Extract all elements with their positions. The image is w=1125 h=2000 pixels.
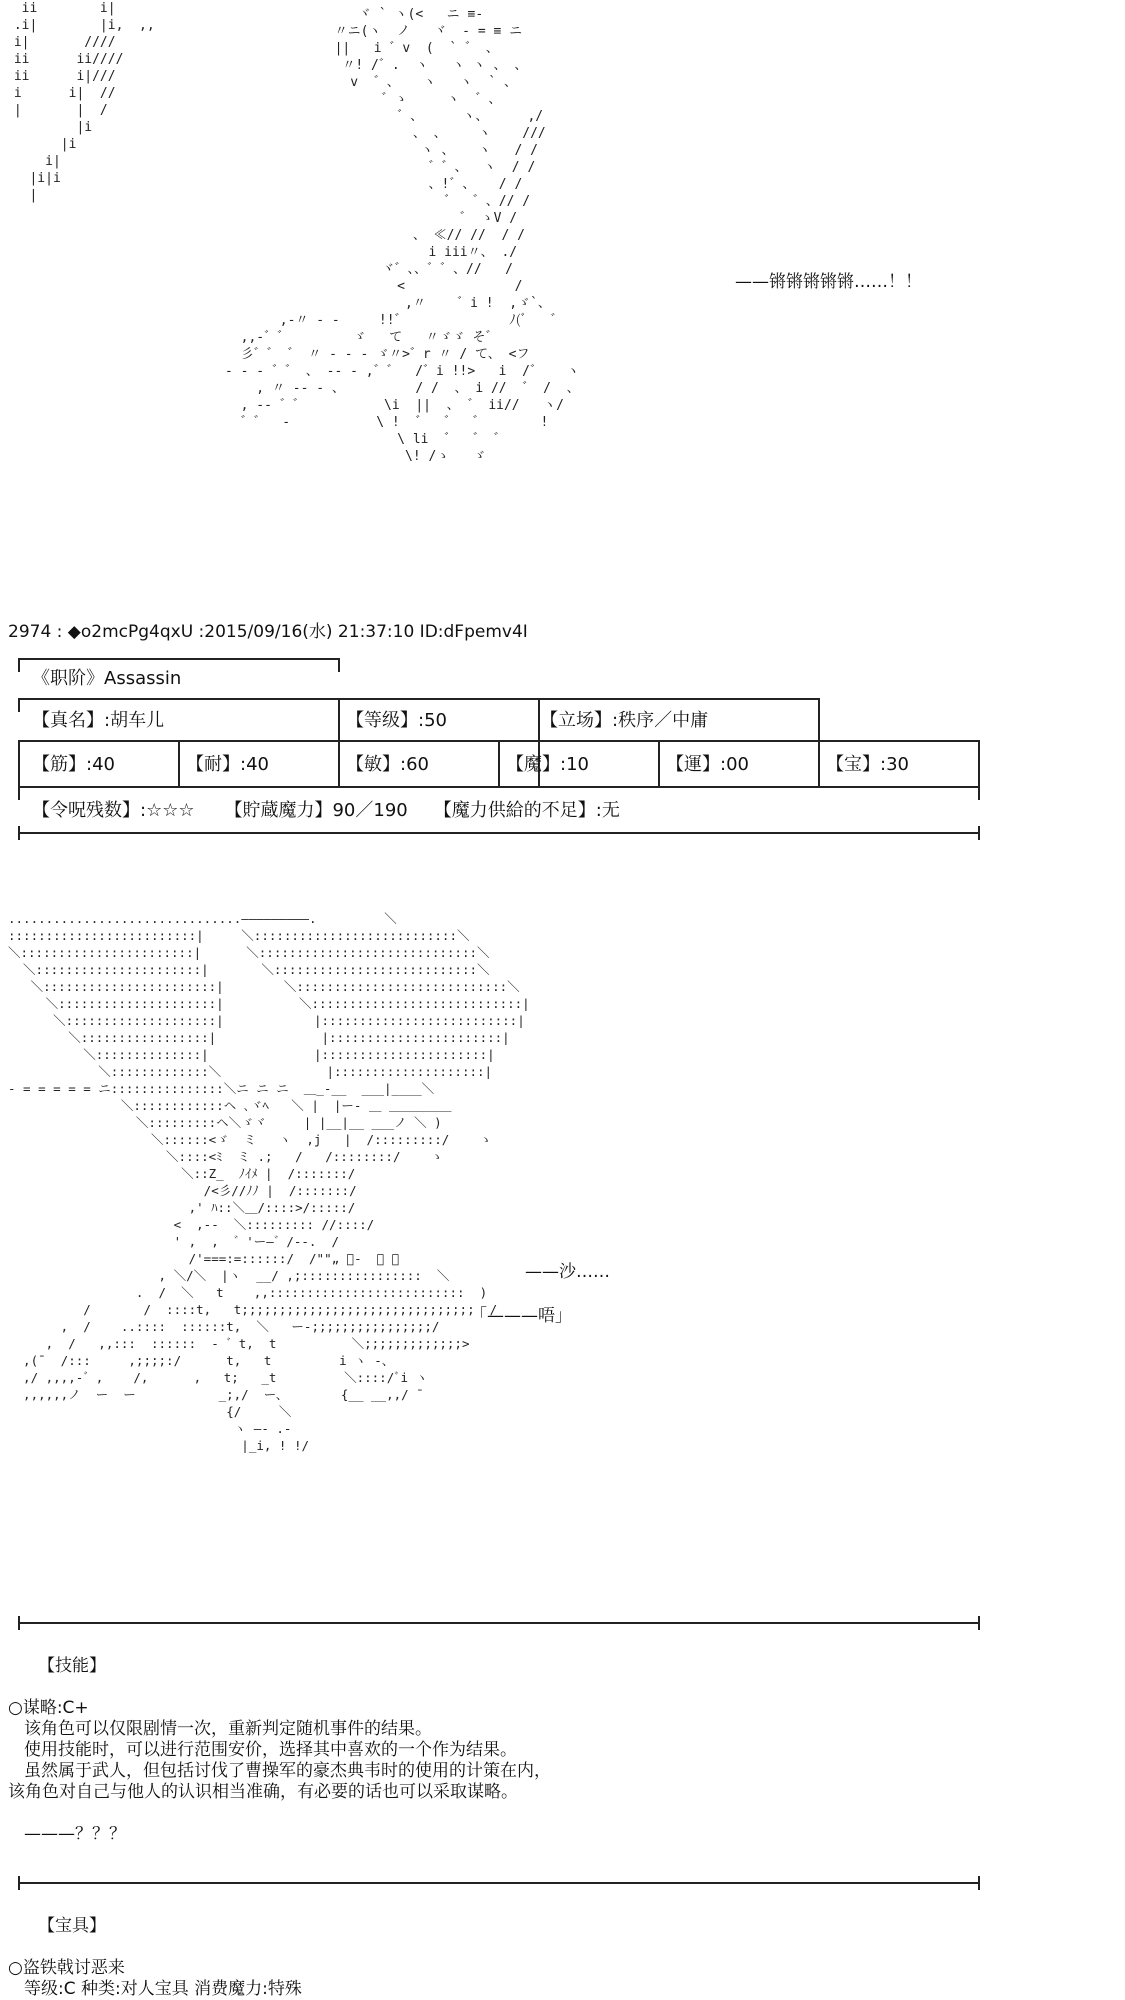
mana-shortage-label: 【魔力供給的不足】 xyxy=(433,800,596,821)
stat-mana-label: 【魔】 xyxy=(506,754,560,775)
ascii-art-middle: ...............................―――――――――. ＼ :::::::::::::::::::::::::| ＼:::::::::::::::::::::::::::＼ ＼:::::::::::::::::::::::| ＼:::::::::::::::::::::::::::::＼ ＼::::::::::::::::::::::| ＼:::::::::::::::::::::::::::＼ ＼:::::::::::::::::::::::| ＼::::::::::::::::::::::::::::＼ ＼:::::::::::::::::::::| ＼::::::::::::::::::::::::::::| ＼::::::::::::::::::::| |::::::::::::::::::::::::::| ＼:::::::::::::::::| |:::::::::::::::::::::::| ＼::::::::::::::| |::::::::::::::::::::::| ＼:::::::::::::＼ |::::::::::::::::::::| - = = = = = ニ:::::::::::::::＼ニ ニ ニ ＿_-__ ___|____＼ ＼::::::::::::ヘ ､ヾﾍ ＼ | |ー- ＿ ＿＿＿＿＿ ＼:::::::::ヘ＼ゞヾ | |__|__ ___ノ ＼ ) ＼::::::<ゞ ミ ヽ ,j | /:::::::::/ ゝ ＼::::<ﾐ ミ .; / /::::::::/ ゝ ＼::Z_ ﾉｲﾒ | /:::::::/ /<彡//ﾉﾉ | /:::::::/ ,' ﾊ::＼＿/::::>/:::::/ < ,-- ＼::::::::: //::::/ ' , , ゛'ー―゛/--. / /'===:=::::::/ /""„ ﾞ- ー ー , ＼/＼ |ヽ __/ ,;:::::::::::::::: ＼ . / ＼ t ,,:::::::::::::::::::::::::: ) / / ::::t, t;;;;;;;;;;;;;;;;;;;;;;;;;;;;;;; / , / ..:::: ::::::t, ＼ ー-;;;;;;;;;;;;;;;;/ , / ,,::: :::::: - ゛t, t ＼;;;;;;;;;;;;;> ,(¯ /::: ,;;;;:/ t, t i ヽ -、 ,/ ,,,,-゛, /, , t; _t ＼::::/ﾞi ヽ ,,,,,,ノ ー ー _;,/ ー、 {__ __,,/ ̄ {/ ＼ ヽ ―- .- |_i, ! !/ xyxy=(8,911,530,1453)
true-name-value: :胡车儿 xyxy=(104,710,165,731)
noble-phantasm-detail: 等级:C 种类:对人宝具 消费魔力:特殊 xyxy=(24,1979,302,1999)
alignment-cell xyxy=(540,710,708,732)
divider-skills xyxy=(18,1622,980,1624)
stat-strength xyxy=(32,754,115,776)
skill-line-3: 虽然属于武人，但包括讨伐了曹操军的豪杰典韦时的使用的计策在内， xyxy=(24,1761,551,1781)
level-cell xyxy=(346,710,447,732)
true-name-cell xyxy=(32,710,164,732)
stored-mana-value: 90／190 xyxy=(332,800,408,821)
mana-shortage-value: :无 xyxy=(595,800,620,821)
stat-luck-label: 【運】 xyxy=(666,754,720,775)
ascii-art-top-left: ii i| .i| |i, ,, i| //// ii ii//// ii i|/// i i| // | | / |i |i i| |i|i | xyxy=(13,1,155,203)
stored-mana-label: 【貯蔵魔力】 xyxy=(224,800,333,821)
alignment-label: 【立场】 xyxy=(540,710,612,731)
post-header: 2974 : ◆o2mcPg4qxU :2015/09/16(水) 21:37:10 ID:dFpemv4I xyxy=(8,622,528,642)
dialogue-grunt: 「———唔」 xyxy=(470,1306,572,1326)
stat-endurance xyxy=(186,754,269,776)
skill-line-1: 该角色可以仅限剧情一次，重新判定随机事件的结果。 xyxy=(24,1719,432,1739)
stat-agility-label: 【敏】 xyxy=(346,754,400,775)
skills-heading: 【技能】 xyxy=(38,1656,106,1676)
skill-mystery: ———？？？ xyxy=(24,1824,126,1844)
sound-effect-top: ——锵锵锵锵锵……！！ xyxy=(735,272,922,292)
skill-line-2: 使用技能时，可以进行范围安价，选择其中喜欢的一个作为结果。 xyxy=(24,1740,517,1760)
divider-noble-phantasm xyxy=(18,1882,980,1884)
class-label: 《职阶》 xyxy=(32,668,104,689)
alignment-value: :秩序／中庸 xyxy=(612,710,709,731)
stat-luck xyxy=(666,754,749,776)
skill-line-4: 该角色对自己与他人的认识相当准确，有必要的话也可以采取谋略。 xyxy=(8,1782,518,1802)
stat-agility xyxy=(346,754,429,776)
stat-noble-phantasm-label: 【宝】 xyxy=(826,754,880,775)
stat-noble-phantasm-value: :30 xyxy=(880,754,909,775)
skill-name: ○谋略:C+ xyxy=(8,1698,89,1718)
ascii-art-top-bird: ヾ ` ヽ(< ニ ≡- 〃ニ(ヽ ノ ヾ - = ≡ ニ || i ゛v ( ` ゛ 、 〃! /゛. ヽ ヽ ヽ 、 、 v ゛、 ヽ ヽ ` 、 ゛ゝ ヽ ゛、 ゛、 ヽ、 ,/ 、 、 ヽ /// ヽ 、 ヽ / / ゛゛、 ヽ / / 、!゛、 / / ゛ ゛、// / ゛ ゝV / 、 ≪// // / / i iii〃、 ./ ヾ゛、、゛゛、// / < / ,〃 ゛i ! ,ゞ`、 ,-〃 - - !!゛ ﾉ(ﾞ ゛ ,,-゛゛ ゞ て 〃ゞゞ そ゛ 彡゛゛ ゛ 〃 - - - ゞ〃>゛r 〃 / て、 <フ - - - ゛゛ 、 -- - ,゛゛ /゛i !!> i /゛ ヽ , 〃 -- - 、 / / 、 i // ゛ / 、 , -- ゛゛ \i || 、 ゛ ii// ヽ/ ゛゛ - \ ! ゛ ゛ ゛ ! \ li ゛ ゛ ゛ \! /ゝ ゞ xyxy=(225,7,580,464)
command-spells-value: :☆☆☆ xyxy=(140,800,195,821)
level-label: 【等级】 xyxy=(346,710,418,731)
stat-strength-value: :40 xyxy=(86,754,115,775)
noble-phantasm-name: ○盗铁戟讨恶来 xyxy=(8,1958,125,1978)
level-value: :50 xyxy=(418,710,447,731)
stat-luck-value: :00 xyxy=(720,754,749,775)
stat-noble-phantasm xyxy=(826,754,909,776)
class-value: Assassin xyxy=(104,668,182,689)
stat-agility-value: :60 xyxy=(400,754,429,775)
stat-endurance-value: :40 xyxy=(240,754,269,775)
stat-mana xyxy=(506,754,589,776)
noble-phantasm-heading: 【宝具】 xyxy=(38,1916,106,1936)
stat-strength-label: 【筋】 xyxy=(32,754,86,775)
true-name-label: 【真名】 xyxy=(32,710,104,731)
class-cell xyxy=(32,668,181,690)
sound-effect-rustle: ——沙…… xyxy=(525,1262,610,1282)
resources-row xyxy=(32,800,620,822)
stat-mana-value: :10 xyxy=(560,754,589,775)
command-spells-label: 【令呪残数】 xyxy=(32,800,140,821)
stat-endurance-label: 【耐】 xyxy=(186,754,240,775)
